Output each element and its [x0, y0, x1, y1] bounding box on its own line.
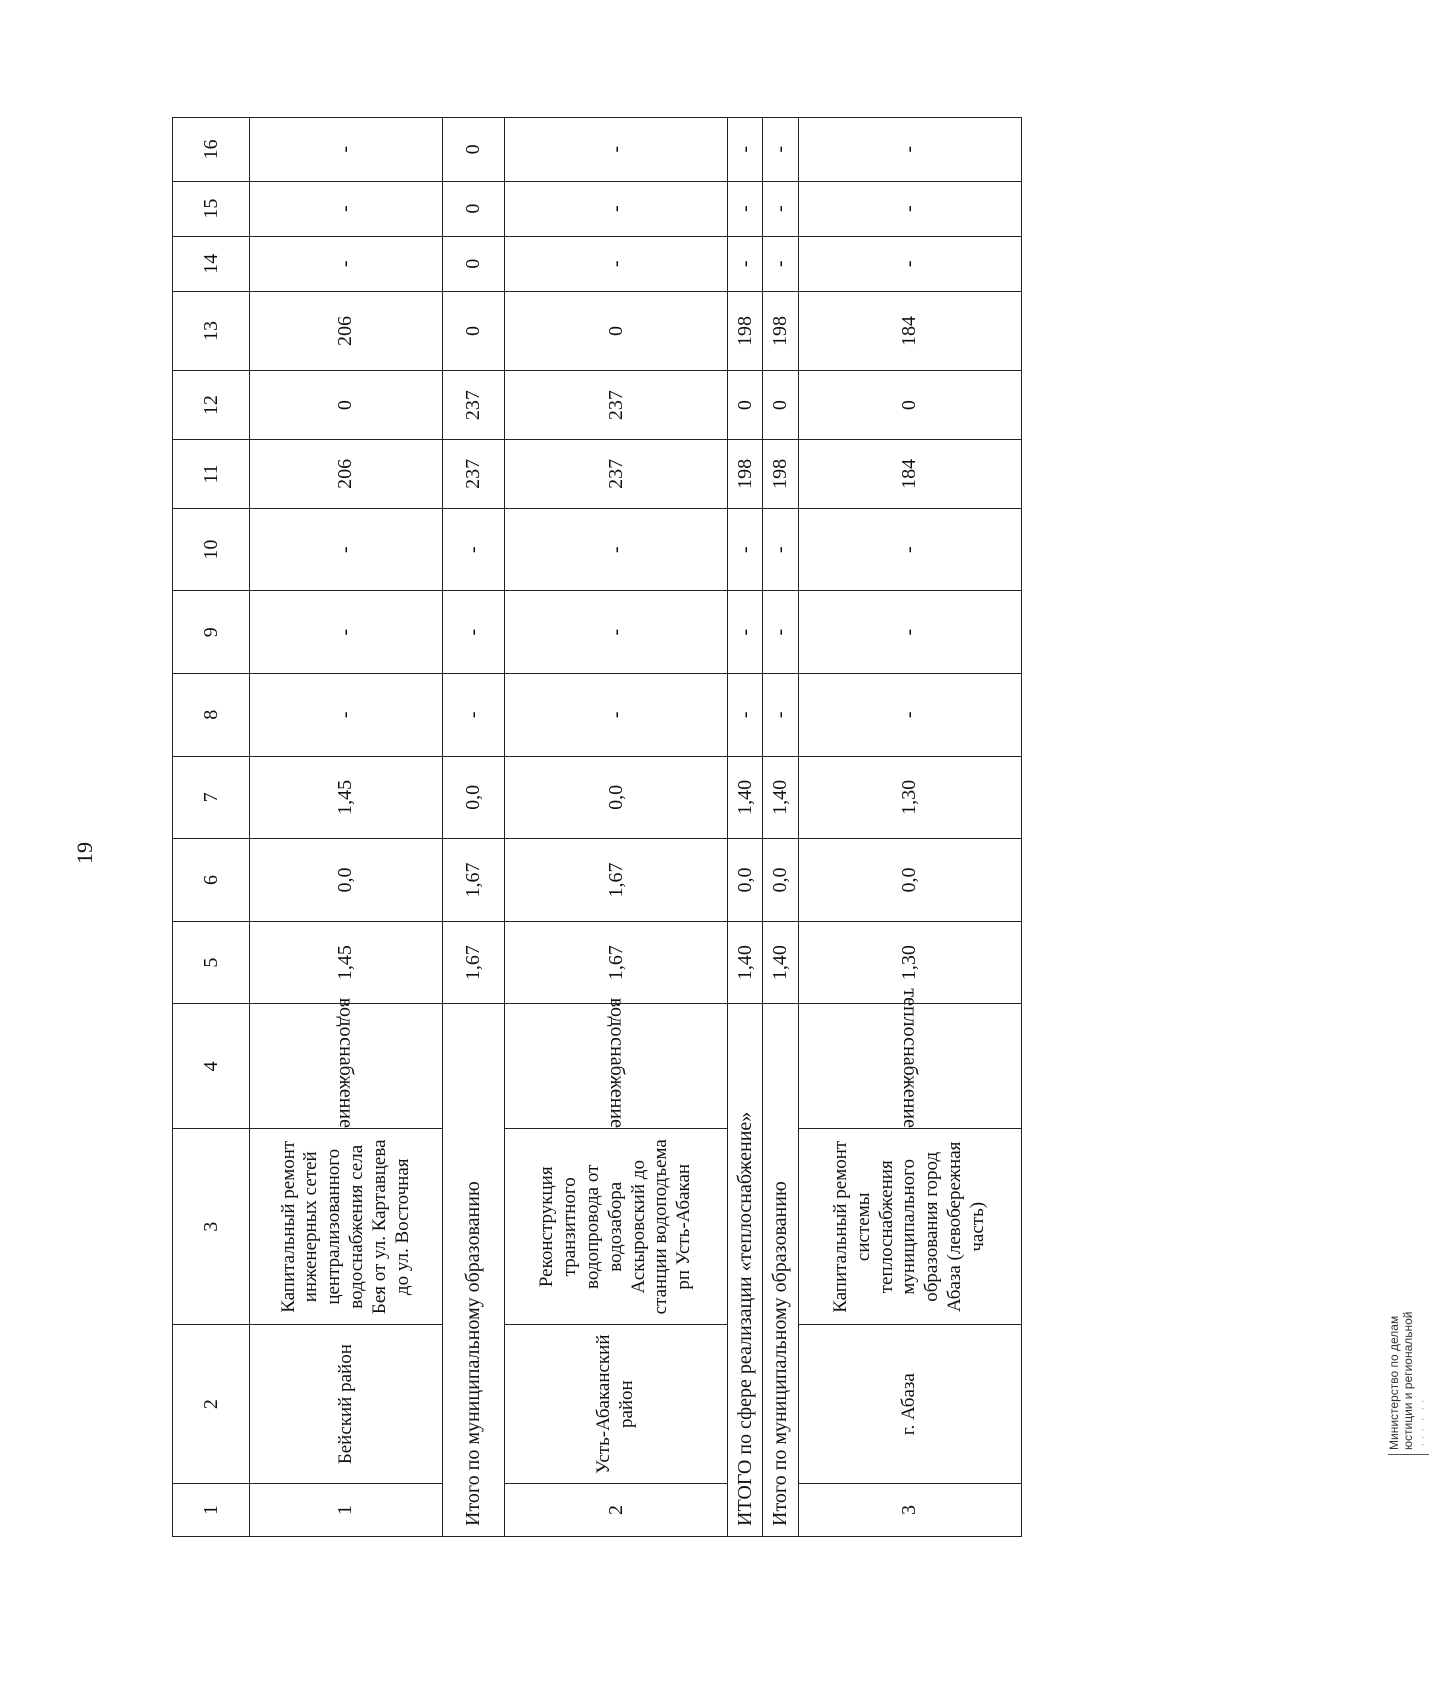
column-number-13: 13 [173, 291, 250, 370]
value-col-11: 198 [728, 439, 763, 508]
stamp-line-1: Министерство по делам [1387, 1315, 1401, 1450]
value-col-11: 206 [250, 439, 442, 508]
district-cell: Бейский район [250, 1325, 442, 1484]
district-cell: Усть-Абаканский район [505, 1325, 728, 1484]
value-col-10: - [763, 508, 798, 591]
total-label: ИТОГО по сфере реализации «теплоснабжение» [728, 1004, 763, 1537]
column-number-11: 11 [173, 439, 250, 508]
total-label: Итого по муниципальному образованию [442, 1004, 504, 1537]
column-number-14: 14 [173, 236, 250, 291]
value-col-5: 1,40 [728, 921, 763, 1004]
value-col-9: - [442, 591, 504, 674]
value-col-14: 0 [442, 236, 504, 291]
sphere-cell [505, 998, 728, 1129]
value-col-13: 0 [505, 291, 728, 370]
value-col-11: 237 [442, 439, 504, 508]
value-col-8: - [250, 674, 442, 757]
column-number-5: 5 [173, 921, 250, 1004]
column-number-3: 3 [173, 1129, 250, 1325]
value-col-12: 237 [505, 371, 728, 440]
column-number-15: 15 [173, 181, 250, 236]
value-col-8: - [728, 674, 763, 757]
value-col-6: 1,67 [505, 839, 728, 922]
value-col-15: - [798, 181, 1021, 236]
value-col-5: 1,45 [250, 921, 442, 1004]
sphere-cell [250, 998, 442, 1129]
value-col-7: 1,40 [763, 756, 798, 839]
value-col-15: - [505, 181, 728, 236]
value-col-10: - [505, 508, 728, 591]
value-col-13: 198 [763, 291, 798, 370]
value-col-5: 1,67 [442, 921, 504, 1004]
value-col-8: - [505, 674, 728, 757]
value-col-7: 0,0 [505, 756, 728, 839]
table-total-row [728, 118, 763, 1537]
value-col-5: 1,30 [798, 921, 1021, 1004]
column-number-10: 10 [173, 508, 250, 591]
value-col-9: - [763, 591, 798, 674]
value-col-13: 206 [250, 291, 442, 370]
value-col-9: - [798, 591, 1021, 674]
column-number-7: 7 [173, 756, 250, 839]
value-col-12: 0 [763, 371, 798, 440]
registration-stamp [1388, 1250, 1429, 1455]
project-name-cell: Капитальный ремонт инженерных сетей централизованного водоснабжения села Бея от ул. Картавцева до ул. Восточная [250, 1129, 442, 1325]
column-number-6: 6 [173, 839, 250, 922]
investment-table [172, 117, 1022, 1537]
page-number: 19 [72, 842, 97, 864]
value-col-14: - [728, 236, 763, 291]
value-col-16: - [763, 118, 798, 182]
value-col-7: 1,30 [798, 756, 1021, 839]
value-col-12: 0 [728, 371, 763, 440]
value-col-9: - [505, 591, 728, 674]
value-col-11: 184 [798, 439, 1021, 508]
total-label: Итого по муниципальному образованию [763, 1004, 798, 1537]
table-row [505, 118, 728, 1537]
value-col-6: 1,67 [442, 839, 504, 922]
value-col-12: 237 [442, 371, 504, 440]
row-number: 2 [505, 1484, 728, 1537]
value-col-7: 1,40 [728, 756, 763, 839]
value-col-8: - [442, 674, 504, 757]
table-total-row [442, 118, 504, 1537]
value-col-16: 0 [442, 118, 504, 182]
value-col-5: 1,40 [763, 921, 798, 1004]
table-row [798, 118, 1021, 1537]
table-total-row [763, 118, 798, 1537]
row-number: 1 [250, 1484, 442, 1537]
column-number-8: 8 [173, 674, 250, 757]
stamp-line-2: юстиции и региональной [1400, 1311, 1415, 1450]
column-number-row [173, 118, 250, 1537]
value-col-11: 198 [763, 439, 798, 508]
value-col-8: - [798, 674, 1021, 757]
value-col-10: - [250, 508, 442, 591]
column-number-16: 16 [173, 118, 250, 182]
column-number-12: 12 [173, 371, 250, 440]
value-col-7: 0,0 [442, 756, 504, 839]
sphere-text: водоснабжение [335, 998, 358, 1129]
value-col-16: - [798, 118, 1021, 182]
value-col-10: - [442, 508, 504, 591]
value-col-5: 1,67 [505, 921, 728, 1004]
table-row [250, 118, 442, 1537]
value-col-16: - [728, 118, 763, 182]
value-col-13: 184 [798, 291, 1021, 370]
value-col-6: 0,0 [728, 839, 763, 922]
row-number: 3 [798, 1484, 1021, 1537]
project-name-cell: Капитальный ремонт системы теплоснабжения муниципального образования город Абаза (левобережная часть) [798, 1129, 1021, 1325]
sphere-text: теплоснабжение [899, 988, 922, 1129]
value-col-12: 0 [798, 371, 1021, 440]
value-col-16: - [250, 118, 442, 182]
value-col-8: - [763, 674, 798, 757]
value-col-11: 237 [505, 439, 728, 508]
value-col-10: - [798, 508, 1021, 591]
value-col-9: - [728, 591, 763, 674]
value-col-13: 198 [728, 291, 763, 370]
value-col-15: - [728, 181, 763, 236]
district-cell: г. Абаза [798, 1325, 1021, 1484]
value-col-9: - [250, 591, 442, 674]
value-col-16: - [505, 118, 728, 182]
value-col-14: - [798, 236, 1021, 291]
value-col-13: 0 [442, 291, 504, 370]
stamp-illegible-line: · · · · · · [1414, 1399, 1429, 1450]
value-col-14: - [505, 236, 728, 291]
value-col-14: - [763, 236, 798, 291]
value-col-7: 1,45 [250, 756, 442, 839]
value-col-14: - [250, 236, 442, 291]
value-col-15: - [250, 181, 442, 236]
sphere-text: водоснабжение [605, 998, 628, 1129]
value-col-12: 0 [250, 371, 442, 440]
value-col-15: 0 [442, 181, 504, 236]
value-col-6: 0,0 [798, 839, 1021, 922]
column-number-4: 4 [173, 1004, 250, 1129]
sphere-cell [798, 988, 1021, 1129]
investment-table-rotated [172, 117, 1022, 1537]
column-number-1: 1 [173, 1484, 250, 1537]
value-col-6: 0,0 [250, 839, 442, 922]
project-name-cell: Реконструкция транзитного водопровода от водозабора Аскыровский до станции водоподъема рп Усть-Абакан [505, 1129, 728, 1325]
value-col-15: - [763, 181, 798, 236]
column-number-9: 9 [173, 591, 250, 674]
value-col-10: - [728, 508, 763, 591]
column-number-2: 2 [173, 1325, 250, 1484]
value-col-6: 0,0 [763, 839, 798, 922]
